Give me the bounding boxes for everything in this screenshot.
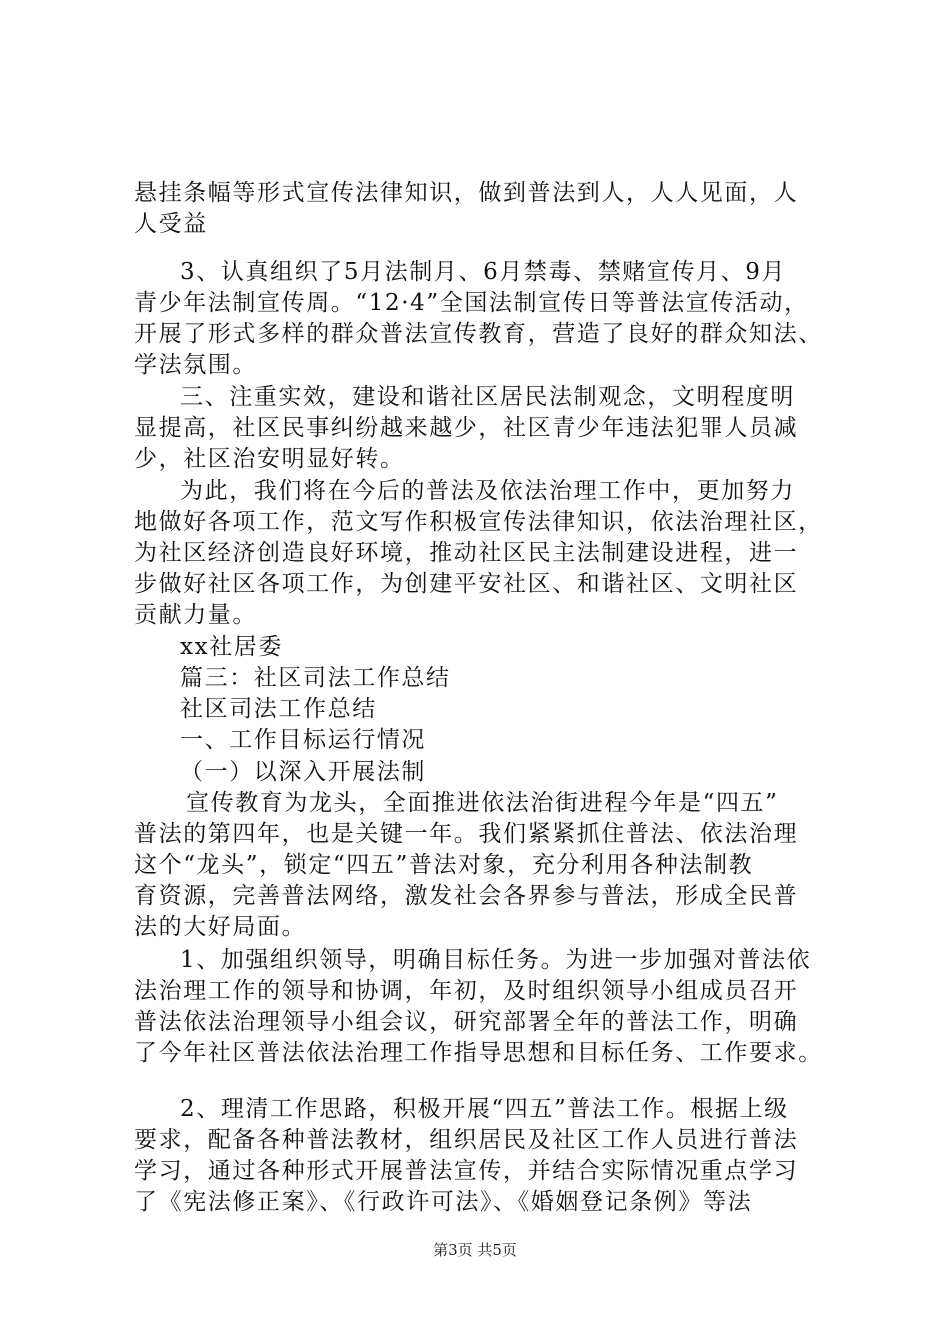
text-line: 普法依法治理领导小组会议，研究部署全年的普法工作，明确 bbox=[134, 1009, 799, 1035]
text-line: 贡献力量。 bbox=[134, 602, 257, 628]
text-line: 要求，配备各种普法教材，组织居民及社区工作人员进行普法 bbox=[134, 1127, 799, 1153]
signature-line: xx社居委 bbox=[180, 634, 283, 660]
text-line: 宣传教育为龙头，全面推进依法治街进程今年是“四五” bbox=[186, 790, 779, 816]
text-line: 学习，通过各种形式开展普法宣传，并结合实际情况重点学习 bbox=[134, 1158, 799, 1184]
text-line: 这个“龙头”，锁定“四五”普法对象，充分利用各种法制教 bbox=[134, 852, 754, 878]
text-line: 开展了形式多样的群众普法宣传教育，营造了良好的群众知法、 bbox=[134, 321, 823, 347]
text-line: 青少年法制宣传周。“12·4”全国法制宣传日等普法宣传活动， bbox=[134, 290, 809, 316]
text-line: 法的大好局面。 bbox=[134, 914, 307, 940]
text-line: 2、理清工作思路，积极开展“四五”普法工作。根据上级 bbox=[180, 1096, 789, 1122]
text-line: 学法氛围。 bbox=[134, 352, 257, 378]
subheading: 一、工作目标运行情况 bbox=[180, 727, 426, 753]
text-line: 1、加强组织领导，明确目标任务。为进一步加强对普法依 bbox=[180, 947, 812, 973]
text-line: 三、注重实效，建设和谐社区居民法制观念，文明程度明 bbox=[180, 384, 795, 410]
text-line: 显提高，社区民事纠纷越来越少，社区青少年违法犯罪人员减 bbox=[134, 415, 799, 441]
text-line: 少，社区治安明显好转。 bbox=[134, 446, 405, 472]
page-number-footer: 第3页 共5页 bbox=[433, 1241, 517, 1259]
section-heading: 篇三：社区司法工作总结 bbox=[180, 665, 451, 691]
text-line: 为此，我们将在今后的普法及依法治理工作中，更加努力 bbox=[180, 478, 795, 504]
text-line: 步做好社区各项工作，为创建平安社区、和谐社区、文明社区 bbox=[134, 571, 799, 597]
text-line: 人受益 bbox=[134, 211, 208, 237]
text-line: 了《宪法修正案》、《行政许可法》、《婚姻登记条例》等法 bbox=[134, 1189, 753, 1215]
text-line: 3、认真组织了5月法制月、6月禁毒、禁赌宣传月、9月 bbox=[180, 259, 787, 285]
text-line: 悬挂条幅等形式宣传法律知识，做到普法到人，人人见面，人 bbox=[134, 180, 799, 206]
text-line: 了今年社区普法依法治理工作指导思想和目标任务、工作要求。 bbox=[134, 1040, 823, 1066]
text-line: 法治理工作的领导和协调，年初，及时组织领导小组成员召开 bbox=[134, 978, 799, 1004]
text-line: 育资源，完善普法网络，激发社会各界参与普法，形成全民普 bbox=[134, 883, 799, 909]
text-line: 地做好各项工作，范文写作积极宣传法律知识，依法治理社区， bbox=[134, 509, 823, 535]
document-title: 社区司法工作总结 bbox=[180, 696, 377, 722]
text-line: 为社区经济创造良好环境，推动社区民主法制建设进程，进一 bbox=[134, 540, 799, 566]
text-line: 普法的第四年，也是关键一年。我们紧紧抓住普法、依法治理 bbox=[134, 821, 799, 847]
subheading: （一）以深入开展法制 bbox=[180, 759, 426, 785]
